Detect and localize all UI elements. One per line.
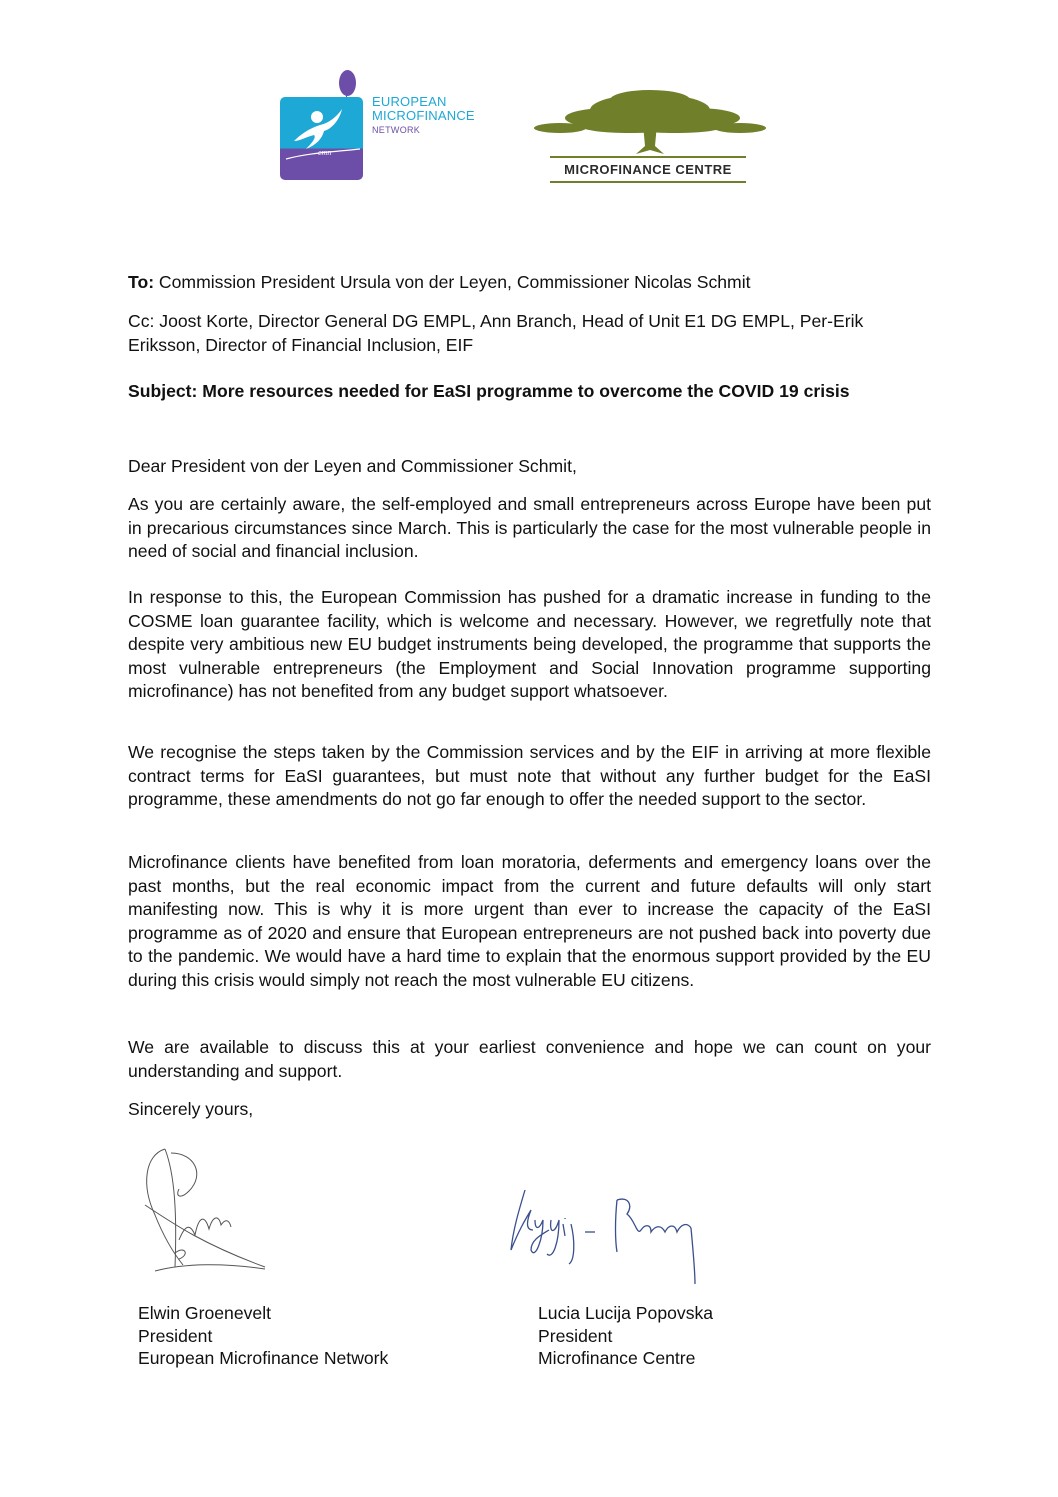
closing-text: Sincerely yours,: [128, 1099, 254, 1119]
logo-rule-top: [550, 156, 746, 158]
to-label: To:: [128, 272, 155, 292]
signatory-1: [138, 1302, 388, 1370]
european-microfinance-network-logo: [280, 70, 490, 185]
body-paragraph: [128, 741, 931, 812]
subject-text: Subject: More resources needed for EaSI programme to overcome the COVID 19 crisis: [128, 381, 850, 401]
emn-logo-mark: [280, 97, 363, 180]
signatory-name: Lucia Lucija Popovska: [538, 1303, 714, 1323]
emn-logo-line2: MICROFINANCE: [372, 108, 475, 123]
closing: [128, 1098, 931, 1122]
paragraph-1: As you are certainly aware, the self-employed and small entrepreneurs across Europe have been put in precarious circumstances since March. This is particularly the case for the most vulnerable people in need of social and financial inclusion.: [128, 494, 931, 561]
mfc-logo-text: MICROFINANCE CENTRE: [564, 162, 732, 177]
paragraph-3: We recognise the steps taken by the Commission services and by the EIF in arriving at more flexible contract terms for EaSI guarantees, but must note that without any further budget for the EaSI programme, these amendments do not go far enough to offer the needed support to the sector.: [128, 742, 931, 809]
body-paragraph: [128, 493, 931, 564]
to-recipients: Commission President Ursula von der Leyen, Commissioner Nicolas Schmit: [154, 272, 751, 292]
subject-line: [128, 380, 931, 404]
signatory-organization: European Microfinance Network: [138, 1348, 389, 1368]
paragraph-5: We are available to discuss this at your earliest convenience and hope we can count on your understanding and support.: [128, 1037, 931, 1081]
figure-icon: [280, 97, 363, 180]
body-paragraph: [128, 586, 931, 704]
signature-groenevelt: [135, 1145, 275, 1275]
salutation-text: Dear President von der Leyen and Commissioner Schmit,: [128, 456, 577, 476]
signatory-2: [538, 1302, 713, 1370]
logo-rule-bottom: [550, 181, 746, 183]
paragraph-2: In response to this, the European Commission has pushed for a dramatic increase in funding to the COSME loan guarantee facility, which is welcome and necessary. However, we regretfully note that despite very ambitious new EU budget instruments being developed, the programme that supports the most vulnerable entrepreneurs (the Employment and Social Innovation programme supporting microfinance) has not benefited from any budget support whatsoever.: [128, 587, 931, 701]
signatory-organization: Microfinance Centre: [538, 1348, 696, 1368]
to-line: [128, 271, 931, 295]
emn-logo-text: [372, 95, 475, 137]
cc-recipients: Cc: Joost Korte, Director General DG EMPL, Ann Branch, Head of Unit E1 DG EMPL, Per-Erik Eriksson, Director of Financial Inclusion, EIF: [128, 311, 864, 355]
microfinance-centre-logo: [530, 88, 770, 188]
tree-icon: [530, 88, 770, 158]
body-paragraph: [128, 851, 931, 992]
paragraph-4: Microfinance clients have benefited from loan moratoria, deferments and emergency loans over the past months, but the real economic impact from the current and future defaults will only start manifesting now. This is why it is more urgent than ever to increase the capacity of the EaSI programme as of 2020 and ensure that European entrepreneurs are not pushed back into poverty due to the pandemic. We would have a hard time to explain that the enormous support provided by the EU during this crisis would simply not reach the most vulnerable EU citizens.: [128, 852, 931, 990]
salutation: [128, 455, 931, 479]
emn-logo-line1: EUROPEAN: [372, 94, 447, 109]
signatory-name: Elwin Groenevelt: [138, 1303, 271, 1323]
signature-popovska: [505, 1180, 735, 1290]
signatory-title: President: [538, 1325, 613, 1346]
balloon-icon: [339, 70, 356, 96]
svg-text:emn: emn: [318, 148, 332, 157]
cc-line: [128, 310, 931, 357]
body-paragraph: [128, 1036, 931, 1083]
signatory-title: President: [138, 1325, 213, 1346]
emn-logo-line3: NETWORK: [372, 125, 421, 135]
